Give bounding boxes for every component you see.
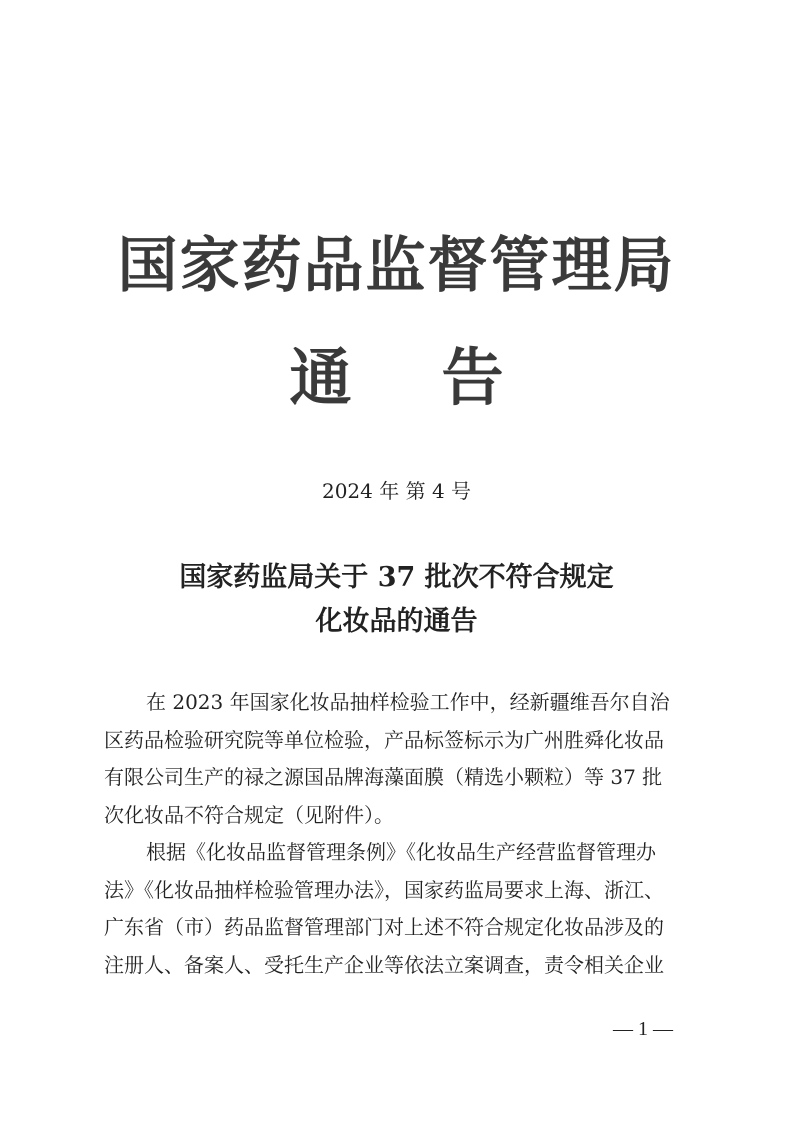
paragraph-2-line-3: 广东省（市）药品监督管理部门对上述不符合规定化妆品涉及的 [104, 915, 664, 939]
agency-heading: 国家药品监督管理局 [117, 231, 676, 301]
page-number: — 1 — [613, 1018, 673, 1040]
document-number: 2024 年 第 4 号 [321, 479, 472, 503]
body-text [104, 684, 694, 984]
paragraph-1-line-3: 有限公司生产的禄之源国品牌海藻面膜（精选小颗粒）等 37 批 [104, 765, 663, 789]
paragraph-1-line-4: 次化妆品不符合规定（见附件）。 [104, 802, 394, 827]
notice-char-2: 告 [441, 341, 504, 414]
title-line-2: 化妆品的通告 [315, 606, 478, 637]
paragraph-1-line-1: 在 2023 年国家化妆品抽样检验工作中，经新疆维吾尔自治 [146, 690, 670, 714]
paragraph-2-line-1: 根据《化妆品监督管理条例》《化妆品生产经营监督管理办 [146, 840, 656, 864]
paragraph-1 [104, 684, 694, 834]
paragraph-2 [104, 834, 694, 984]
notice-char-1: 通 [289, 341, 352, 414]
paragraph-2-line-2: 法》《化妆品抽样检验管理办法》，国家药监局要求上海、浙江、 [104, 877, 664, 902]
paragraph-2-line-4: 注册人、备案人、受托生产企业等依法立案调查，责令相关企业 [104, 952, 664, 977]
document-title [0, 556, 793, 644]
paragraph-1-line-2: 区药品检验研究院等单位检验，产品标签标示为广州胜舜化妆品 [104, 727, 664, 752]
notice-heading [0, 340, 793, 416]
title-line-1: 国家药监局关于 37 批次不符合规定 [179, 562, 614, 593]
